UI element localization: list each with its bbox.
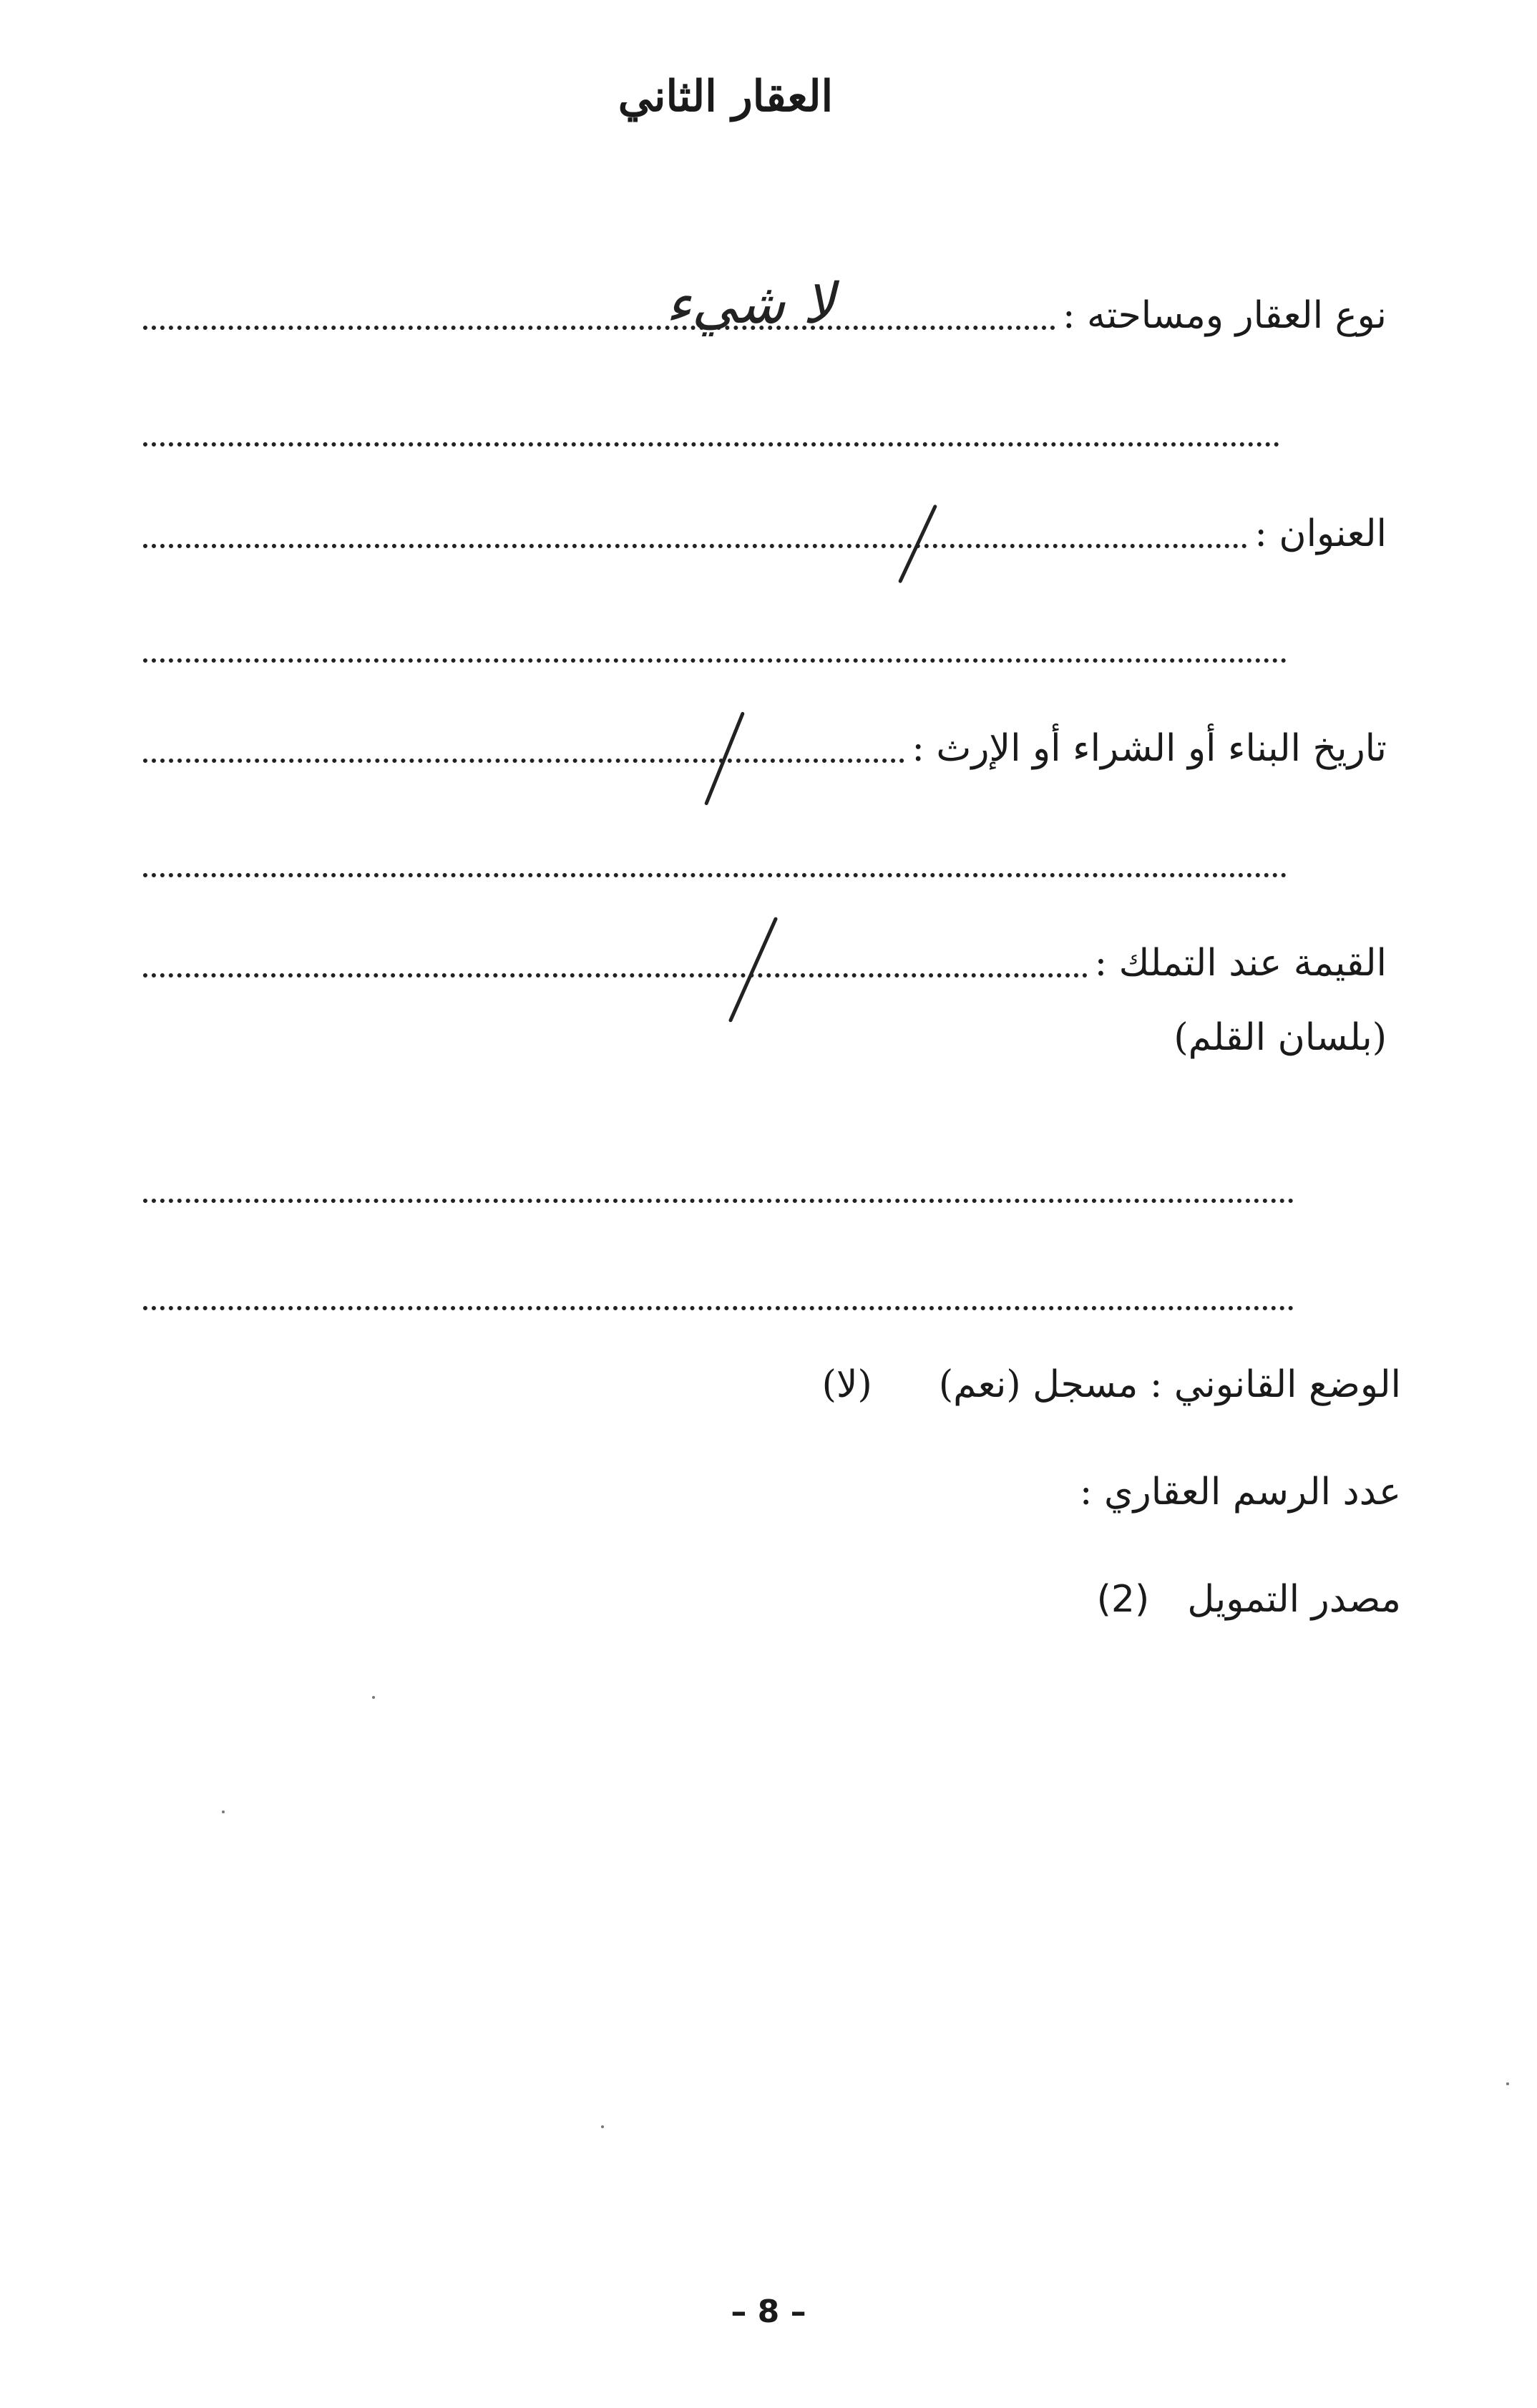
scan-speck bbox=[601, 2125, 604, 2128]
legal-status-label: الوضع القانوني : مسجل (نعم) bbox=[938, 1363, 1401, 1406]
property-type-continuation-line[interactable] bbox=[143, 435, 1279, 447]
funding-source-label: مصدر التمويل bbox=[1187, 1578, 1401, 1621]
address-label: العنوان : bbox=[1254, 512, 1387, 555]
ownership-value-dotted-line[interactable] bbox=[143, 966, 1088, 978]
acquisition-date-dotted-line[interactable] bbox=[143, 751, 904, 763]
ownership-value-label: القيمة عند التملك : bbox=[1094, 942, 1387, 985]
property-type-label: نوع العقار ومساحته : bbox=[1062, 294, 1387, 337]
funding-source-row bbox=[1097, 1578, 1401, 1621]
scan-speck bbox=[1506, 2082, 1509, 2085]
property-type-dotted-line[interactable] bbox=[143, 318, 1055, 330]
ownership-value-sublabel: (بلسان القلم) bbox=[1174, 1016, 1387, 1059]
page-number: – 8 – bbox=[731, 2294, 806, 2330]
ownership-value-written-line-1[interactable] bbox=[143, 1191, 1294, 1203]
scan-speck bbox=[222, 1810, 225, 1813]
funding-source-note: (2) bbox=[1096, 1578, 1150, 1621]
legal-status-row bbox=[822, 1363, 1401, 1406]
address-dotted-line[interactable] bbox=[143, 537, 1247, 548]
scan-speck bbox=[372, 1696, 375, 1699]
acquisition-date-row bbox=[143, 727, 1387, 770]
ownership-value-row bbox=[143, 942, 1387, 985]
address-continuation-line[interactable] bbox=[143, 651, 1287, 663]
page-title: العقار الثاني bbox=[618, 72, 834, 122]
deed-number-label: عدد الرسم العقاري : bbox=[1079, 1471, 1401, 1513]
acquisition-date-continuation-line[interactable] bbox=[143, 866, 1287, 877]
legal-status-no-option[interactable]: (لا) bbox=[821, 1363, 872, 1406]
property-type-handwritten-value: لا شيء bbox=[665, 272, 835, 336]
acquisition-date-label: تاريخ البناء أو الشراء أو الإرث : bbox=[912, 727, 1387, 770]
address-row bbox=[143, 512, 1387, 555]
ownership-value-written-line-2[interactable] bbox=[143, 1299, 1294, 1310]
